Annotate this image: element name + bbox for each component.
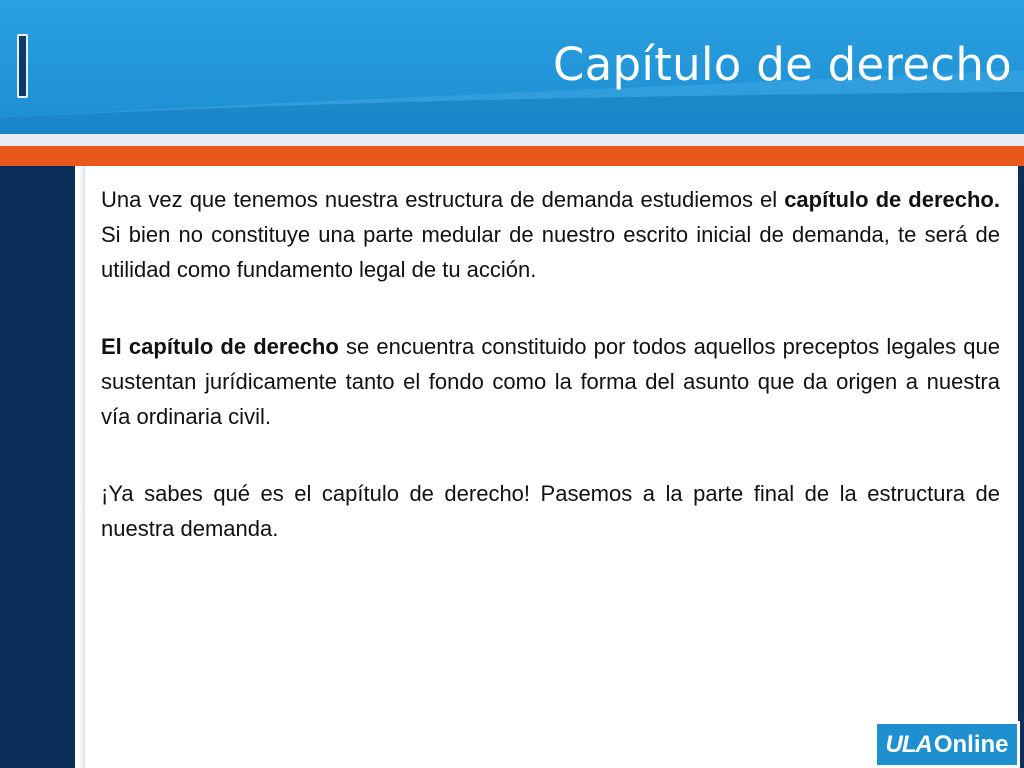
paragraph-intro — [101, 182, 1000, 287]
paragraph-definition-bold: El capítulo de derecho — [101, 334, 339, 359]
right-sidebar-band — [1018, 166, 1024, 768]
slide-body — [101, 182, 1000, 588]
paragraph-definition — [101, 329, 1000, 434]
paragraph-definition-text: se encuentra constituido por todos aquellos preceptos legales que sustentan jurídicamente tanto el fondo como la forma del asunto que da origen a nuestra vía ordinaria civil. — [101, 334, 1000, 429]
paragraph-closing — [101, 476, 1000, 546]
logo-suffix: Online — [933, 730, 1009, 758]
logo-prefix: ULA — [885, 730, 932, 758]
left-sidebar-edge — [75, 166, 85, 768]
left-sidebar-band — [0, 166, 75, 768]
separator-light — [0, 134, 1024, 146]
header-mark-icon — [17, 34, 28, 98]
paragraph-intro-bold: capítulo de derecho. — [784, 187, 1000, 212]
ula-online-logo — [874, 721, 1020, 768]
paragraph-closing-text: ¡Ya sabes qué es el capítulo de derecho! Pasemos a la parte final de la estructura de nuestra demanda. — [101, 481, 1000, 541]
slide-title: Capítulo de derecho — [552, 38, 1012, 91]
paragraph-intro-text: Una vez que tenemos nuestra estructura de demanda estudiemos el — [101, 187, 785, 212]
header-band — [0, 0, 1024, 134]
paragraph-intro-rest: Si bien no constituye una parte medular de nuestro escrito inicial de demanda, te será de utilidad como fundamento legal de tu acción. — [101, 222, 1000, 282]
separator-orange — [0, 146, 1024, 166]
